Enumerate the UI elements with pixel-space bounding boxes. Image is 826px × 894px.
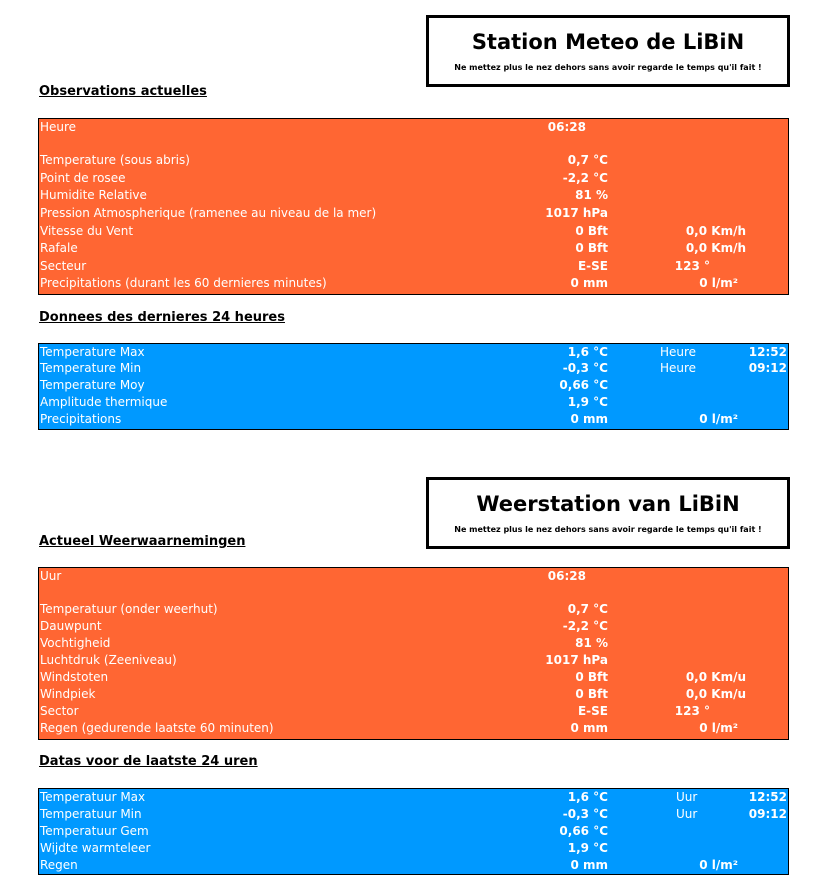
time-row [39,568,788,585]
row-label: Rafale [40,241,78,255]
time-label: Uur [676,790,698,804]
row-value-secondary: 0 l/m² [699,858,738,872]
row-value: -2,2 °C [562,619,608,633]
row-label: Point de rosee [40,171,126,185]
row-label: Temperature (sous abris) [40,153,190,167]
current-panel-nl [38,567,789,740]
row-label: Temperature Moy [40,378,145,392]
row-label: Precipitations [40,412,122,426]
row-value: 0 Bft [575,670,608,684]
row-label: Secteur [40,259,87,273]
row-value: 0 mm [570,721,608,735]
station-title: Station Meteo de LiBiN [471,30,745,54]
table-row [39,669,788,686]
row-label: Temperatuur Min [40,807,142,821]
time-label: Uur [676,807,698,821]
table-row [39,411,788,428]
row-value-secondary: 0 l/m² [699,412,738,426]
table-row [39,840,788,857]
table-row [39,377,788,394]
current-heading: Observations actuelles [39,84,207,99]
station-subtitle: Ne mettez plus le nez dehors sans avoir regarde le temps qu'il fait ! [454,525,762,534]
row-label: Vitesse du Vent [40,224,134,238]
history-heading: Donnees des dernieres 24 heures [39,310,285,325]
row-label: Regen [40,858,78,872]
row-label: Precipitations (durant les 60 dernieres minutes) [40,276,327,290]
title-box-nl [426,477,790,549]
row-label: Pression Atmospherique (ramenee au niveau de la mer) [40,206,377,220]
row-value-secondary: 0 l/m² [699,276,738,290]
time-value: 09:12 [748,807,787,821]
time-value: 12:52 [748,345,787,359]
row-value: 0 Bft [575,241,608,255]
history-panel-fr [38,343,789,430]
current-panel-fr [38,118,789,295]
row-value: -2,2 °C [562,171,608,185]
row-value: E-SE [577,259,608,273]
table-row [39,205,788,222]
table-row [39,360,788,377]
table-row [39,240,788,257]
time-value: 09:12 [748,361,787,375]
table-row [39,618,788,635]
table-row [39,686,788,703]
row-label: Vochtigheid [40,636,111,650]
row-value: 81 % [575,636,608,650]
row-value: 1,9 °C [567,395,608,409]
row-value: -0,3 °C [562,807,608,821]
table-row [39,806,788,823]
row-label: Dauwpunt [40,619,102,633]
table-row [39,857,788,874]
time-value: 06:28 [547,569,586,583]
table-row [39,152,788,169]
table-row [39,652,788,669]
row-label: Windstoten [40,670,109,684]
row-value: 0 mm [570,276,608,290]
table-row [39,601,788,618]
row-value: 1017 hPa [545,206,608,220]
table-row [39,720,788,737]
row-label: Temperatuur (onder weerhut) [40,602,218,616]
row-value: 0 Bft [575,224,608,238]
table-row [39,703,788,720]
time-value: 06:28 [547,120,586,134]
row-value: 0,7 °C [567,153,608,167]
row-value: 0,7 °C [567,602,608,616]
table-row [39,344,788,361]
row-label: Sector [40,704,79,718]
row-label: Luchtdruk (Zeeniveau) [40,653,177,667]
row-label: Amplitude thermique [40,395,168,409]
row-value-secondary: 0,0 Km/h [685,241,746,255]
table-row [39,275,788,292]
row-label: Humidite Relative [40,188,147,202]
station-subtitle: Ne mettez plus le nez dehors sans avoir regarde le temps qu'il fait ! [454,63,762,72]
row-value-secondary: 0 l/m² [699,721,738,735]
time-label: Heure [660,361,697,375]
table-row [39,394,788,411]
row-label: Regen (gedurende laatste 60 minuten) [40,721,274,735]
row-value: 1,6 °C [567,790,608,804]
time-row [39,119,788,136]
station-title: Weerstation van LiBiN [476,492,740,516]
time-label: Uur [40,569,62,583]
row-label: Temperatuur Max [40,790,146,804]
table-row [39,187,788,204]
row-value: 0 mm [570,412,608,426]
row-label: Temperature Min [40,361,142,375]
time-label: Heure [660,345,697,359]
row-label: Temperatuur Gem [40,824,149,838]
row-value: 1017 hPa [545,653,608,667]
title-box-fr [426,15,790,87]
row-value: 1,6 °C [567,345,608,359]
row-label: Temperature Max [40,345,145,359]
row-label: Wijdte warmteleer [40,841,151,855]
row-value: 1,9 °C [567,841,608,855]
row-value: 0,66 °C [559,824,608,838]
table-row [39,223,788,240]
time-label: Heure [40,120,77,134]
row-value: -0,3 °C [562,361,608,375]
table-row [39,258,788,275]
row-value: 0 mm [570,858,608,872]
current-heading: Actueel Weerwaarnemingen [39,534,246,549]
row-value: 0 Bft [575,687,608,701]
row-value: E-SE [577,704,608,718]
history-heading: Datas voor de laatste 24 uren [39,754,258,769]
row-value-secondary: 123 ° [674,259,710,273]
table-row [39,635,788,652]
table-row [39,823,788,840]
time-value: 12:52 [748,790,787,804]
row-value-secondary: 0,0 Km/u [685,670,746,684]
row-label: Windpiek [40,687,96,701]
row-value: 81 % [575,188,608,202]
row-value-secondary: 0,0 Km/h [685,224,746,238]
row-value-secondary: 0,0 Km/u [685,687,746,701]
table-row [39,170,788,187]
history-panel-nl [38,788,789,875]
table-row [39,789,788,806]
row-value-secondary: 123 ° [674,704,710,718]
row-value: 0,66 °C [559,378,608,392]
